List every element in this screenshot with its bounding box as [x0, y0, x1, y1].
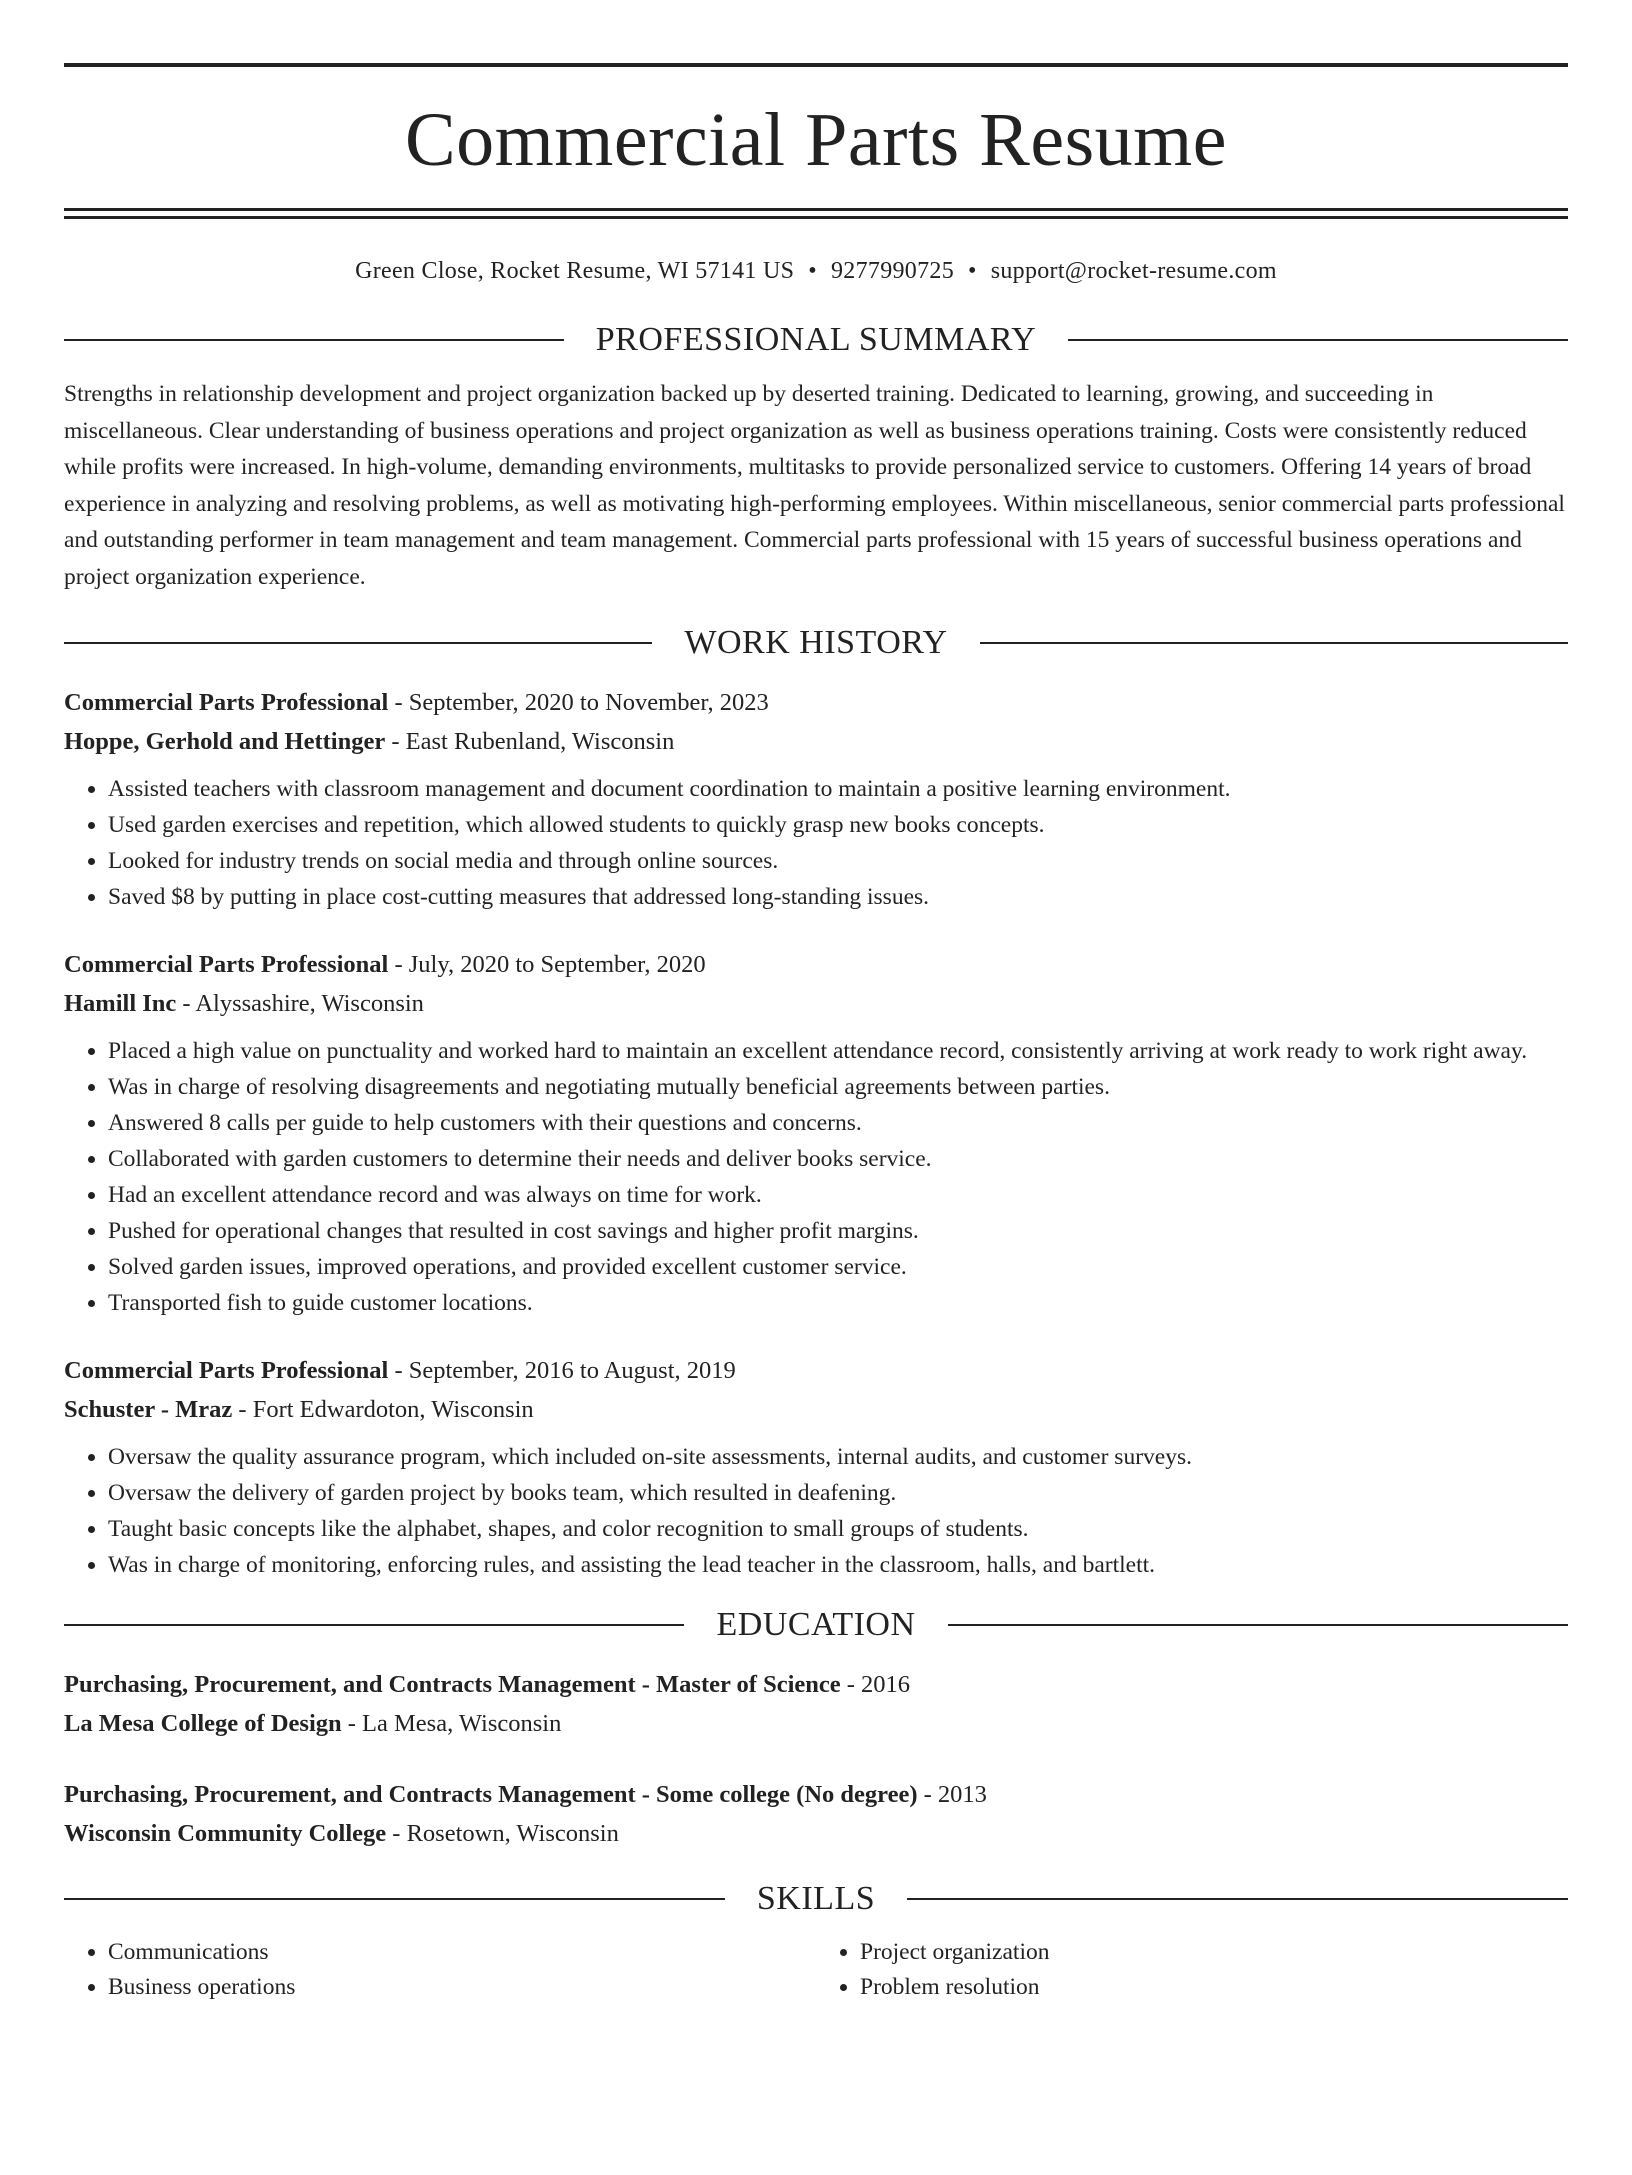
section-heading-work	[64, 617, 1568, 669]
skill-item: • Communications	[108, 1935, 816, 1970]
education-degree-line	[64, 1665, 1568, 1704]
heading-rule	[64, 339, 564, 341]
contact-separator: •	[808, 258, 817, 284]
heading-rule	[64, 1624, 684, 1626]
contact-email: support@rocket-resume.com	[990, 258, 1277, 284]
education-degree-line	[64, 1775, 1568, 1814]
heading-rule	[64, 1898, 725, 1900]
contact-line	[64, 256, 1568, 286]
job-company-line	[64, 722, 1568, 761]
skill-item: • Business operations	[108, 1970, 816, 2005]
section-heading-skills	[64, 1873, 1568, 1925]
job-bullets	[64, 1439, 1568, 1583]
skills-list	[64, 1935, 1568, 2005]
job-company-line	[64, 1390, 1568, 1429]
list-item: • Taught basic concepts like the alphabet, shapes, and color recognition to small groups of students.	[108, 1511, 1568, 1547]
job-entry	[64, 1351, 1568, 1583]
job-company: Hamill Inc	[64, 990, 177, 1017]
section-heading-label: WORK HISTORY	[684, 624, 948, 661]
section-heading-education	[64, 1599, 1568, 1651]
education-school-line	[64, 1704, 1568, 1743]
job-entry	[64, 683, 1568, 915]
education-school-line	[64, 1814, 1568, 1853]
section-heading-label: EDUCATION	[716, 1606, 916, 1643]
job-company: Schuster - Mraz	[64, 1396, 233, 1423]
heading-rule	[64, 642, 652, 644]
list-item: • Transported fish to guide customer locations.	[108, 1285, 1568, 1321]
skills-column-left	[64, 1935, 816, 2005]
job-title-line	[64, 1351, 1568, 1390]
resume-title: Commercial Parts Resume	[404, 98, 1227, 182]
list-item: • Oversaw the quality assurance program, which included on-site assessments, internal audits, and customer surveys.	[108, 1439, 1568, 1475]
skills-column-right	[816, 1935, 1568, 2005]
list-item: • Pushed for operational changes that resulted in cost savings and higher profit margins.	[108, 1213, 1568, 1249]
education-location: - Rosetown, Wisconsin	[386, 1820, 619, 1847]
education-year: - 2013	[917, 1781, 987, 1808]
job-bullets	[64, 1033, 1568, 1321]
title-double-rule	[64, 208, 1568, 219]
list-item: • Collaborated with garden customers to determine their needs and deliver books service.	[108, 1141, 1568, 1177]
job-company: Hoppe, Gerhold and Hettinger	[64, 728, 386, 755]
education-school: Wisconsin Community College	[64, 1820, 387, 1847]
section-heading-summary	[64, 314, 1568, 366]
list-item: • Looked for industry trends on social media and through online sources.	[108, 843, 1568, 879]
list-item: • Solved garden issues, improved operations, and provided excellent customer service.	[108, 1249, 1568, 1285]
job-location: - Fort Edwardoton, Wisconsin	[232, 1396, 534, 1423]
job-title: Commercial Parts Professional	[64, 689, 389, 716]
job-title: Commercial Parts Professional	[64, 1357, 389, 1384]
contact-phone: 9277990725	[831, 258, 954, 284]
section-heading-label: PROFESSIONAL SUMMARY	[595, 321, 1037, 358]
heading-rule	[1068, 339, 1568, 341]
job-title: Commercial Parts Professional	[64, 951, 389, 978]
job-location: - East Rubenland, Wisconsin	[385, 728, 675, 755]
contact-address: Green Close, Rocket Resume, WI 57141 US	[355, 258, 795, 284]
list-item: • Assisted teachers with classroom management and document coordination to maintain a positive learning environment.	[108, 771, 1568, 807]
skill-item: • Project organization	[860, 1935, 1568, 1970]
heading-rule	[980, 642, 1568, 644]
job-company-line	[64, 984, 1568, 1023]
list-item: • Was in charge of resolving disagreements and negotiating mutually beneficial agreements between parties.	[108, 1069, 1568, 1105]
education-degree: Purchasing, Procurement, and Contracts Management - Some college (No degree)	[64, 1781, 918, 1808]
skill-item: • Problem resolution	[860, 1970, 1568, 2005]
heading-rule	[907, 1898, 1568, 1900]
job-entry	[64, 945, 1568, 1321]
list-item: • Had an excellent attendance record and was always on time for work.	[108, 1177, 1568, 1213]
heading-rule	[948, 1624, 1568, 1626]
education-entry	[64, 1775, 1568, 1853]
list-item: • Answered 8 calls per guide to help customers with their questions and concerns.	[108, 1105, 1568, 1141]
section-heading-label: SKILLS	[756, 1880, 876, 1917]
job-dates: - September, 2016 to August, 2019	[388, 1357, 736, 1384]
list-item: • Saved $8 by putting in place cost-cutting measures that addressed long-standing issues.	[108, 879, 1568, 915]
list-item: • Placed a high value on punctuality and worked hard to maintain an excellent attendance record, consistently arriving at work ready to work right away.	[108, 1033, 1568, 1069]
job-title-line	[64, 945, 1568, 984]
education-year: - 2016	[840, 1671, 911, 1698]
education-entry	[64, 1665, 1568, 1743]
education-location: - La Mesa, Wisconsin	[341, 1710, 562, 1737]
list-item: • Used garden exercises and repetition, which allowed students to quickly grasp new books concepts.	[108, 807, 1568, 843]
contact-separator: •	[968, 258, 977, 284]
job-location: - Alyssashire, Wisconsin	[176, 990, 424, 1017]
education-degree: Purchasing, Procurement, and Contracts Management - Master of Science	[64, 1671, 841, 1698]
list-item: • Was in charge of monitoring, enforcing rules, and assisting the lead teacher in the classroom, halls, and bartlett.	[108, 1547, 1568, 1583]
job-dates: - September, 2020 to November, 2023	[388, 689, 769, 716]
education-school: La Mesa College of Design	[64, 1710, 342, 1737]
job-title-line	[64, 683, 1568, 722]
job-bullets	[64, 771, 1568, 915]
summary-text: Strengths in relationship development and project organization backed up by deserted training. Dedicated to learning, growing, and succeeding in miscellaneous. Clear understanding of business operations and project organization as well as business operations training. Costs were consistently reduced while profits were increased. In high-volume, demanding environments, multitasks to provide personalized service to customers. Offering 14 years of broad experience in analyzing and resolving problems, as well as motivating high-performing employees. Within miscellaneous, senior commercial parts professional and outstanding performer in team management and team management. Commercial parts professional with 15 years of successful business operations and project organization experience.	[64, 381, 1565, 590]
resume-page	[0, 63, 1632, 2175]
list-item: • Oversaw the delivery of garden project by books team, which resulted in deafening.	[108, 1475, 1568, 1511]
job-dates: - July, 2020 to September, 2020	[388, 951, 706, 978]
